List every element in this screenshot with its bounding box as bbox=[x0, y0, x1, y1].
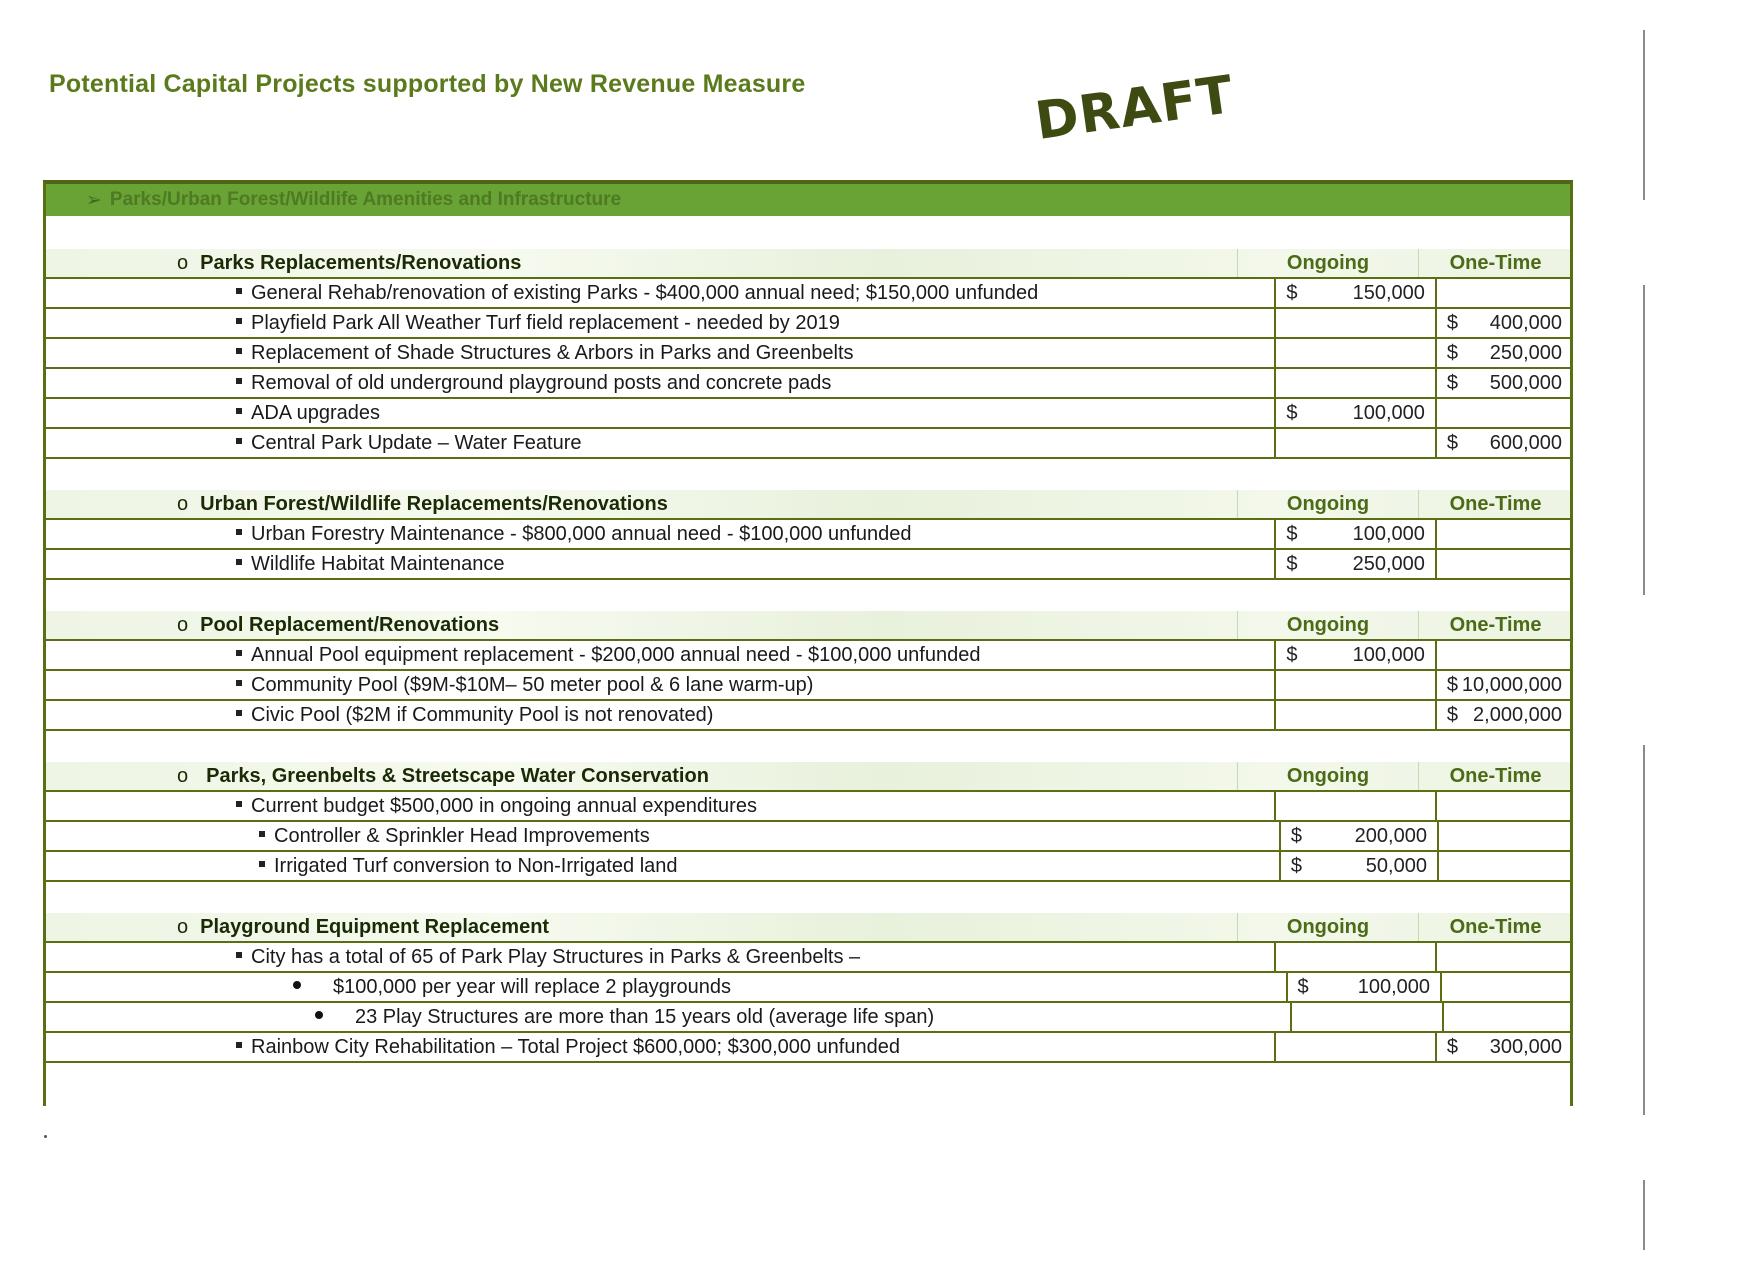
square-bullet-icon bbox=[236, 348, 242, 354]
ongoing-amount: 100,000 bbox=[1357, 975, 1430, 998]
section-header-row bbox=[46, 490, 1570, 520]
ongoing-header: Ongoing bbox=[1237, 611, 1418, 639]
table-row bbox=[46, 701, 1570, 731]
one-time-amount: 250,000 bbox=[1489, 341, 1562, 364]
table-row bbox=[46, 671, 1570, 701]
item-description: Replacement of Shade Structures & Arbors in Parks and Greenbelts bbox=[251, 341, 854, 364]
one-time-header: One-Time bbox=[1418, 490, 1570, 518]
one-time-header: One-Time bbox=[1418, 249, 1570, 277]
item-description: General Rehab/renovation of existing Parks - $400,000 annual need; $150,000 unfunded bbox=[251, 281, 1039, 304]
table-row bbox=[46, 1003, 1570, 1033]
projects-table bbox=[43, 180, 1573, 1106]
table-row bbox=[46, 429, 1570, 459]
arrow-bullet-icon: ➢ bbox=[86, 189, 102, 211]
round-bullet-icon bbox=[315, 1011, 323, 1019]
spacer-row bbox=[46, 731, 1570, 762]
item-description: 23 Play Structures are more than 15 years old (average life span) bbox=[355, 1005, 935, 1028]
scan-speck bbox=[44, 1135, 47, 1138]
square-bullet-icon bbox=[236, 438, 242, 444]
one-time-header: One-Time bbox=[1418, 611, 1570, 639]
table-row bbox=[46, 339, 1570, 369]
table-row bbox=[46, 309, 1570, 339]
square-bullet-icon bbox=[236, 680, 242, 686]
table-row bbox=[46, 943, 1570, 973]
spacer-row bbox=[46, 580, 1570, 611]
scan-edge-line bbox=[1643, 285, 1645, 595]
currency-symbol: $ bbox=[1286, 522, 1298, 545]
currency-symbol: $ bbox=[1286, 643, 1298, 666]
ongoing-amount: 50,000 bbox=[1365, 854, 1427, 877]
table-row bbox=[46, 822, 1570, 852]
table-row bbox=[46, 399, 1570, 429]
section-title: Playground Equipment Replacement bbox=[200, 915, 550, 938]
scan-edge-line bbox=[1643, 745, 1645, 1115]
table-body bbox=[46, 220, 1570, 1063]
item-description: ADA upgrades bbox=[251, 401, 380, 424]
square-bullet-icon bbox=[236, 288, 242, 294]
currency-symbol: $ bbox=[1286, 552, 1298, 575]
currency-symbol: $ bbox=[1446, 341, 1459, 364]
section-header-row bbox=[46, 611, 1570, 641]
item-description: $100,000 per year will replace 2 playgrounds bbox=[333, 975, 732, 998]
currency-symbol: $ bbox=[1446, 703, 1459, 726]
section-header-row bbox=[46, 762, 1570, 792]
square-bullet-icon bbox=[259, 861, 265, 867]
currency-symbol: $ bbox=[1446, 673, 1459, 696]
ongoing-amount: 100,000 bbox=[1352, 643, 1425, 666]
ongoing-header: Ongoing bbox=[1237, 913, 1418, 941]
circle-bullet-icon: o bbox=[177, 492, 189, 515]
one-time-amount: 600,000 bbox=[1489, 431, 1562, 454]
circle-bullet-icon: o bbox=[177, 251, 189, 274]
square-bullet-icon bbox=[236, 952, 242, 958]
currency-symbol: $ bbox=[1290, 854, 1302, 877]
section-title: Parks Replacements/Renovations bbox=[200, 251, 522, 274]
ongoing-amount: 100,000 bbox=[1352, 401, 1425, 424]
ongoing-amount: 100,000 bbox=[1352, 522, 1425, 545]
item-description: Current budget $500,000 in ongoing annual expenditures bbox=[251, 794, 757, 817]
currency-symbol: $ bbox=[1446, 1035, 1459, 1058]
item-description: Controller & Sprinkler Head Improvements bbox=[274, 824, 650, 847]
ongoing-amount: 250,000 bbox=[1352, 552, 1425, 575]
one-time-amount: 10,000,000 bbox=[1461, 673, 1562, 696]
draft-stamp: DRAFT bbox=[1031, 64, 1238, 152]
currency-symbol: $ bbox=[1446, 371, 1459, 394]
scan-edge-line bbox=[1643, 30, 1645, 200]
one-time-amount: 500,000 bbox=[1489, 371, 1562, 394]
square-bullet-icon bbox=[236, 529, 242, 535]
ongoing-header: Ongoing bbox=[1237, 490, 1418, 518]
table-row bbox=[46, 852, 1570, 882]
currency-symbol: $ bbox=[1446, 311, 1459, 334]
item-description: Removal of old underground playground posts and concrete pads bbox=[251, 371, 832, 394]
section-title: Pool Replacement/Renovations bbox=[200, 613, 500, 636]
square-bullet-icon bbox=[236, 801, 242, 807]
one-time-amount: 400,000 bbox=[1489, 311, 1562, 334]
table-row bbox=[46, 1033, 1570, 1063]
circle-bullet-icon: o bbox=[177, 613, 189, 636]
currency-symbol: $ bbox=[1286, 281, 1298, 304]
currency-symbol: $ bbox=[1446, 431, 1459, 454]
round-bullet-icon bbox=[293, 981, 301, 989]
one-time-amount: 300,000 bbox=[1489, 1035, 1562, 1058]
ongoing-header: Ongoing bbox=[1237, 249, 1418, 277]
spacer-row bbox=[46, 882, 1570, 913]
square-bullet-icon bbox=[236, 378, 242, 384]
item-description: City has a total of 65 of Park Play Structures in Parks & Greenbelts – bbox=[251, 945, 861, 968]
table-row bbox=[46, 520, 1570, 550]
ongoing-amount: 200,000 bbox=[1354, 824, 1427, 847]
ongoing-header: Ongoing bbox=[1237, 762, 1418, 790]
item-description: Community Pool ($9M-$10M– 50 meter pool & 6 lane warm-up) bbox=[251, 673, 814, 696]
circle-bullet-icon: o bbox=[177, 915, 189, 938]
one-time-header: One-Time bbox=[1418, 913, 1570, 941]
one-time-header: One-Time bbox=[1418, 762, 1570, 790]
currency-symbol: $ bbox=[1286, 401, 1298, 424]
section-header-row bbox=[46, 913, 1570, 943]
square-bullet-icon bbox=[236, 1042, 242, 1048]
table-row bbox=[46, 973, 1570, 1003]
category-banner-label: Parks/Urban Forest/Wildlife Amenities and Infrastructure bbox=[109, 189, 622, 210]
one-time-amount: 2,000,000 bbox=[1473, 703, 1562, 726]
item-description: Urban Forestry Maintenance - $800,000 annual need - $100,000 unfunded bbox=[251, 522, 912, 545]
square-bullet-icon bbox=[236, 408, 242, 414]
document-title: Potential Capital Projects supported by New Revenue Measure bbox=[49, 70, 806, 98]
spacer-row bbox=[46, 220, 1570, 249]
square-bullet-icon bbox=[236, 318, 242, 324]
table-row bbox=[46, 792, 1570, 822]
square-bullet-icon bbox=[259, 831, 265, 837]
section-header-row bbox=[46, 249, 1570, 279]
ongoing-amount: 150,000 bbox=[1352, 281, 1425, 304]
spacer-row bbox=[46, 459, 1570, 490]
table-row bbox=[46, 641, 1570, 671]
table-row bbox=[46, 369, 1570, 399]
item-description: Playfield Park All Weather Turf field replacement - needed by 2019 bbox=[251, 311, 840, 334]
table-row bbox=[46, 279, 1570, 309]
currency-symbol: $ bbox=[1297, 975, 1309, 998]
circle-bullet-icon: o bbox=[177, 764, 189, 787]
item-description: Civic Pool ($2M if Community Pool is not renovated) bbox=[251, 703, 714, 726]
scan-edge-line bbox=[1643, 1180, 1645, 1250]
currency-symbol: $ bbox=[1290, 824, 1302, 847]
square-bullet-icon bbox=[236, 710, 242, 716]
item-description: Rainbow City Rehabilitation – Total Project $600,000; $300,000 unfunded bbox=[251, 1035, 900, 1058]
category-banner bbox=[46, 184, 1570, 216]
item-description: Wildlife Habitat Maintenance bbox=[251, 552, 505, 575]
item-description: Irrigated Turf conversion to Non-Irrigated land bbox=[274, 854, 678, 877]
square-bullet-icon bbox=[236, 559, 242, 565]
section-title: Urban Forest/Wildlife Replacements/Renovations bbox=[200, 492, 668, 515]
item-description: Central Park Update – Water Feature bbox=[251, 431, 582, 454]
table-row bbox=[46, 550, 1570, 580]
section-title: Parks, Greenbelts & Streetscape Water Conservation bbox=[206, 764, 709, 787]
square-bullet-icon bbox=[236, 650, 242, 656]
item-description: Annual Pool equipment replacement - $200,000 annual need - $100,000 unfunded bbox=[251, 643, 981, 666]
